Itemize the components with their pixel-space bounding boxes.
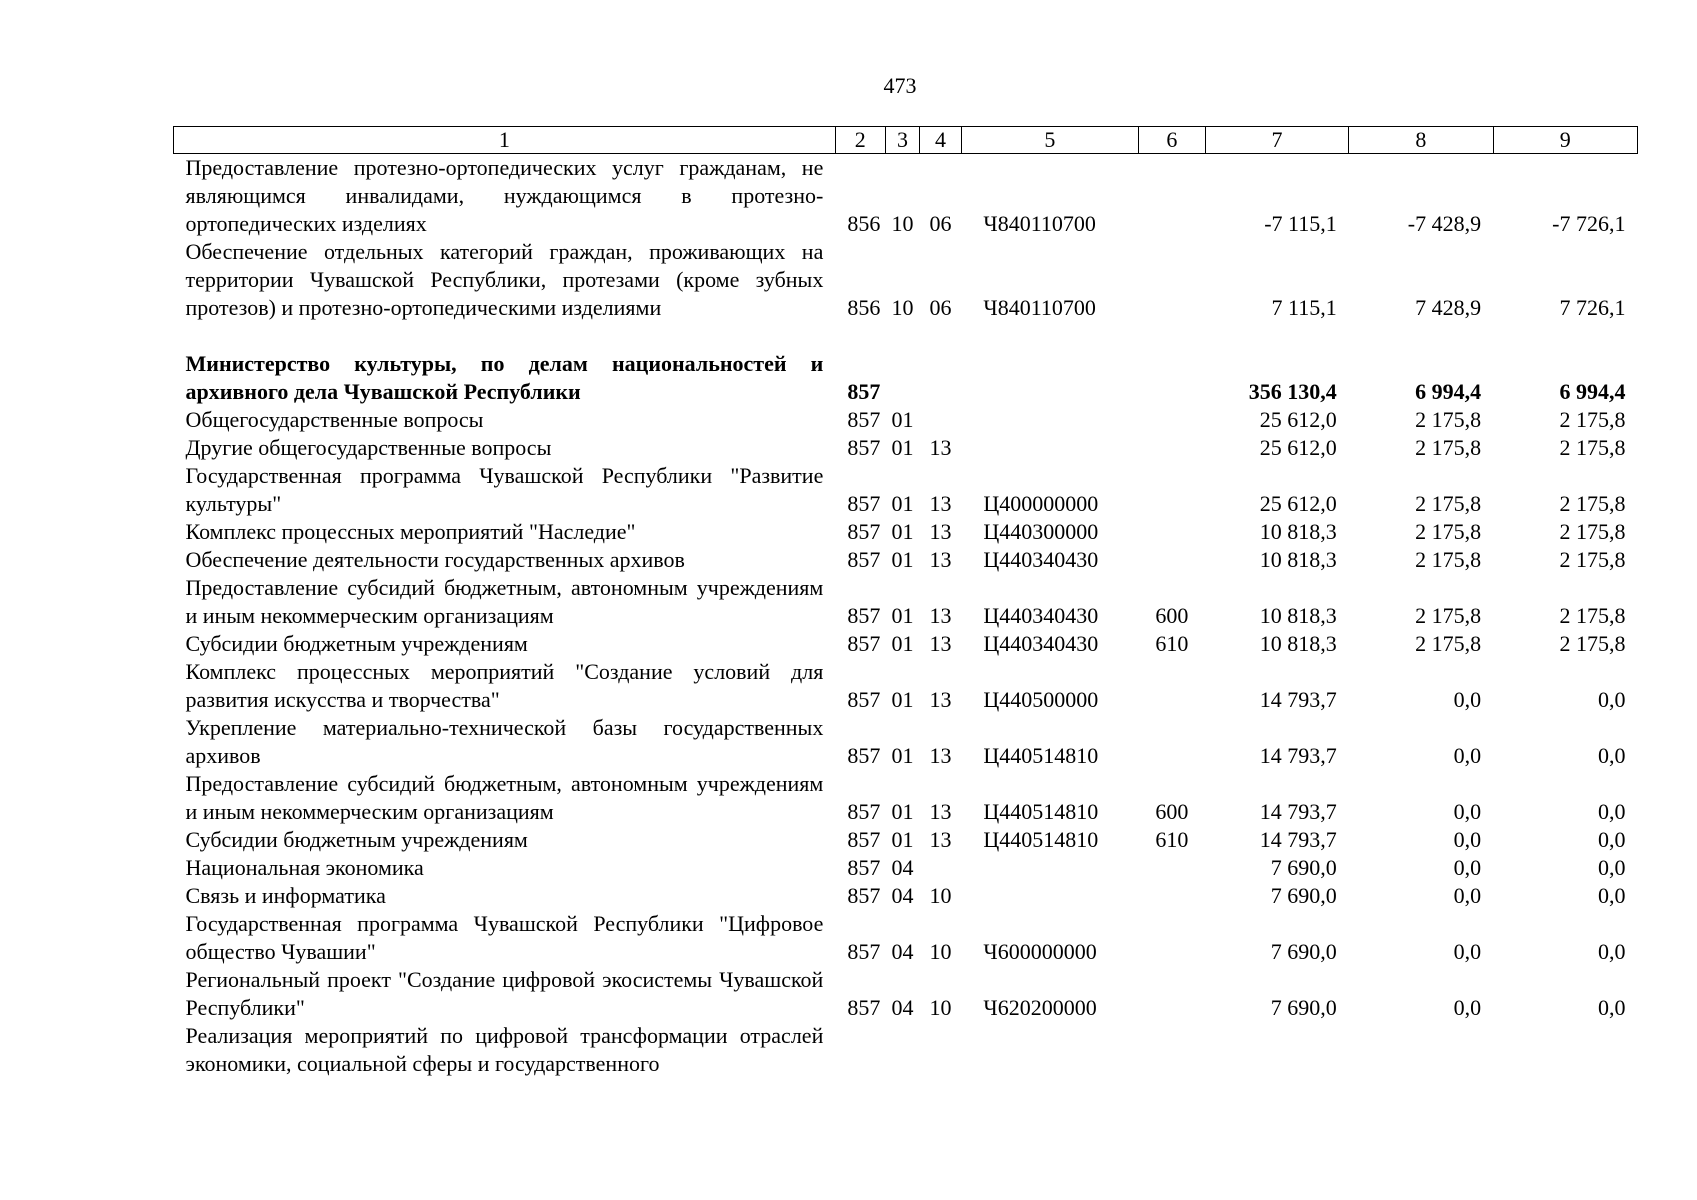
- row-col-3: 01: [891, 407, 914, 432]
- row-col-6: [1138, 1022, 1205, 1078]
- row-name: Субсидии бюджетным учреждениям: [185, 631, 528, 656]
- row-col-7: 14 793,7: [1259, 827, 1337, 852]
- row-name: Комплекс процессных мероприятий "Создание условий для развития искусства и творчества": [185, 659, 824, 712]
- row-col-5: [961, 406, 1138, 434]
- row-col-4: [920, 1022, 962, 1078]
- row-col-6: 610: [1155, 631, 1189, 656]
- row-col-6: [1138, 406, 1205, 434]
- row-col-5: Ч840110700: [983, 295, 1096, 320]
- row-col-9: 2 175,8: [1559, 407, 1626, 432]
- table-row: [174, 462, 1638, 518]
- row-name: Связь и информатика: [185, 883, 386, 908]
- row-col-9: 0,0: [1598, 743, 1626, 768]
- row-col-6: [1138, 854, 1205, 882]
- table-row: [174, 1022, 1638, 1078]
- row-col-8: 2 175,8: [1415, 435, 1482, 460]
- row-name: Субсидии бюджетным учреждениям: [185, 827, 528, 852]
- row-name: Укрепление материально-технической базы государственных архивов: [185, 715, 824, 768]
- row-col-3: 01: [891, 519, 914, 544]
- row-col-5: Ц440514810: [983, 799, 1099, 824]
- row-col-7: 25 612,0: [1259, 435, 1337, 460]
- row-col-9: 6 994,4: [1559, 379, 1626, 404]
- row-name: Национальная экономика: [185, 855, 424, 880]
- header-col-5: 5: [961, 127, 1138, 154]
- row-col-2: 857: [847, 799, 881, 824]
- row-col-9: 0,0: [1598, 939, 1626, 964]
- row-col-5: Ц440340430: [983, 547, 1099, 572]
- row-col-5: [961, 434, 1138, 462]
- row-name: Предоставление субсидий бюджетным, автономным учреждениям и иным некоммерческим организациям: [185, 575, 824, 628]
- row-col-8: 2 175,8: [1415, 519, 1482, 544]
- row-col-2: 857: [847, 547, 881, 572]
- row-col-9: 2 175,8: [1559, 519, 1626, 544]
- row-col-2: 856: [847, 295, 881, 320]
- row-col-9: 7 726,1: [1559, 295, 1626, 320]
- row-col-6: [1138, 966, 1205, 1022]
- row-col-6: [1138, 518, 1205, 546]
- row-col-4: 13: [929, 631, 952, 656]
- row-col-8: 2 175,8: [1415, 603, 1482, 628]
- row-col-3: [885, 1022, 920, 1078]
- row-col-2: 857: [847, 519, 881, 544]
- row-col-2: 857: [847, 603, 881, 628]
- row-name: Реализация мероприятий по цифровой трансформации отраслей экономики, социальной сферы и государственного: [185, 1023, 824, 1076]
- row-col-5: Ц440340430: [983, 603, 1099, 628]
- table-row: [174, 350, 1638, 406]
- row-col-4: 06: [929, 211, 952, 236]
- row-col-7: 10 818,3: [1259, 603, 1337, 628]
- row-col-5: [961, 350, 1138, 406]
- row-col-8: 6 994,4: [1415, 379, 1482, 404]
- row-col-9: [1493, 1022, 1637, 1078]
- row-col-6: [1138, 882, 1205, 910]
- row-col-9: 0,0: [1598, 995, 1626, 1020]
- row-name: Обеспечение отдельных категорий граждан, проживающих на территории Чувашской Республики, протезами (кроме зубных протезов) и протезно-ортопедическими изделиями: [185, 239, 824, 320]
- row-col-2: 857: [847, 379, 881, 404]
- row-col-8: 2 175,8: [1415, 491, 1482, 516]
- table-row: [174, 434, 1638, 462]
- row-col-9: 0,0: [1598, 883, 1626, 908]
- row-col-4: 13: [929, 547, 952, 572]
- table-row: [174, 630, 1638, 658]
- row-col-9: 0,0: [1598, 855, 1626, 880]
- table-row: [174, 854, 1638, 882]
- row-col-2: 857: [847, 407, 881, 432]
- budget-table: [173, 126, 1638, 1078]
- row-col-8: 0,0: [1453, 883, 1482, 908]
- row-col-4: 13: [929, 435, 952, 460]
- table-row: [174, 826, 1638, 854]
- row-col-4: 13: [929, 799, 952, 824]
- row-col-6: [1138, 434, 1205, 462]
- row-col-3: 01: [891, 687, 914, 712]
- row-col-5: Ч600000000: [983, 939, 1097, 964]
- row-name: Другие общегосударственные вопросы: [185, 435, 552, 460]
- spacer-row: [174, 322, 1638, 350]
- row-col-4: 10: [929, 883, 952, 908]
- row-col-8: 0,0: [1453, 939, 1482, 964]
- row-name: Предоставление протезно-ортопедических услуг гражданам, не являющимся инвалидами, нуждающимся в протезно-ортопедических изделиях: [185, 155, 824, 236]
- row-col-2: 857: [847, 939, 881, 964]
- row-col-4: 10: [929, 939, 952, 964]
- header-col-8: 8: [1349, 127, 1493, 154]
- table-row: [174, 658, 1638, 714]
- row-col-5: Ц440300000: [983, 519, 1099, 544]
- row-col-4: [920, 350, 962, 406]
- row-col-3: 10: [891, 211, 914, 236]
- row-col-7: -7 115,1: [1264, 211, 1337, 236]
- table-row: [174, 714, 1638, 770]
- row-col-4: [920, 406, 962, 434]
- row-name: Государственная программа Чувашской Республики "Цифровое общество Чувашии": [185, 911, 824, 964]
- row-col-8: 2 175,8: [1415, 631, 1482, 656]
- row-col-7: 10 818,3: [1259, 519, 1337, 544]
- row-col-3: 04: [891, 995, 914, 1020]
- header-col-4: 4: [920, 127, 962, 154]
- row-col-9: 2 175,8: [1559, 631, 1626, 656]
- row-col-8: 0,0: [1453, 855, 1482, 880]
- row-col-7: 7 690,0: [1270, 995, 1337, 1020]
- row-col-2: 857: [847, 743, 881, 768]
- row-col-9: 2 175,8: [1559, 435, 1626, 460]
- row-col-7: 25 612,0: [1259, 407, 1337, 432]
- row-col-9: 0,0: [1598, 687, 1626, 712]
- row-col-3: 01: [891, 799, 914, 824]
- row-col-2: 857: [847, 995, 881, 1020]
- row-col-3: 01: [891, 603, 914, 628]
- row-col-3: 01: [891, 631, 914, 656]
- row-col-7: 356 130,4: [1248, 379, 1337, 404]
- row-col-9: 2 175,8: [1559, 491, 1626, 516]
- row-col-4: 13: [929, 827, 952, 852]
- row-name: Министерство культуры, по делам национальностей и архивного дела Чувашской Республики: [185, 351, 824, 404]
- row-col-5: Ч620200000: [983, 995, 1097, 1020]
- row-col-4: [920, 854, 962, 882]
- row-col-2: 857: [847, 855, 881, 880]
- row-col-3: 04: [891, 883, 914, 908]
- row-col-4: 10: [929, 995, 952, 1020]
- row-col-8: 0,0: [1453, 827, 1482, 852]
- row-col-7: 14 793,7: [1259, 743, 1337, 768]
- row-col-5: Ч840110700: [983, 211, 1096, 236]
- row-col-7: [1205, 1022, 1348, 1078]
- row-col-6: 600: [1155, 799, 1189, 824]
- row-col-6: [1138, 910, 1205, 966]
- row-col-6: [1138, 154, 1205, 239]
- row-col-4: 06: [929, 295, 952, 320]
- row-col-6: [1138, 238, 1205, 322]
- row-col-6: [1138, 546, 1205, 574]
- row-col-8: 0,0: [1453, 743, 1482, 768]
- row-name: Обеспечение деятельности государственных архивов: [185, 547, 685, 572]
- row-col-7: 10 818,3: [1259, 631, 1337, 656]
- row-col-3: 01: [891, 491, 914, 516]
- row-col-7: 14 793,7: [1259, 799, 1337, 824]
- row-col-6: [1138, 350, 1205, 406]
- row-col-8: 0,0: [1453, 799, 1482, 824]
- row-col-3: 01: [891, 435, 914, 460]
- row-col-7: 14 793,7: [1259, 687, 1337, 712]
- row-name: Общегосударственные вопросы: [185, 407, 484, 432]
- row-col-7: 7 115,1: [1271, 295, 1337, 320]
- row-col-4: 13: [929, 603, 952, 628]
- table-row: [174, 770, 1638, 826]
- row-col-6: 600: [1155, 603, 1189, 628]
- row-col-8: 0,0: [1453, 687, 1482, 712]
- table-row: [174, 966, 1638, 1022]
- table-row: [174, 518, 1638, 546]
- row-col-5: Ц440514810: [983, 743, 1099, 768]
- row-col-2: 857: [847, 883, 881, 908]
- row-col-8: -7 428,9: [1407, 211, 1482, 236]
- header-col-3: 3: [885, 127, 920, 154]
- row-col-8: [1349, 1022, 1493, 1078]
- row-col-4: 13: [929, 519, 952, 544]
- column-number-header: [174, 127, 1638, 154]
- row-col-8: 7 428,9: [1415, 295, 1482, 320]
- row-col-5: Ц400000000: [983, 491, 1099, 516]
- spacer-cell: [174, 322, 1638, 350]
- row-col-5: Ц440340430: [983, 631, 1099, 656]
- row-col-5: Ц440514810: [983, 827, 1099, 852]
- row-col-3: 10: [891, 295, 914, 320]
- row-col-4: 13: [929, 491, 952, 516]
- table-row: [174, 882, 1638, 910]
- row-col-8: 2 175,8: [1415, 547, 1482, 572]
- row-col-9: 2 175,8: [1559, 547, 1626, 572]
- header-col-7: 7: [1205, 127, 1348, 154]
- page-number: 473: [883, 73, 917, 98]
- row-col-5: [961, 1022, 1138, 1078]
- header-col-6: 6: [1138, 127, 1205, 154]
- row-col-2: 857: [847, 827, 881, 852]
- row-col-9: 0,0: [1598, 827, 1626, 852]
- row-col-2: 857: [847, 491, 881, 516]
- row-col-8: 2 175,8: [1415, 407, 1482, 432]
- row-col-2: [835, 1022, 885, 1078]
- row-col-2: 857: [847, 631, 881, 656]
- row-col-7: 10 818,3: [1259, 547, 1337, 572]
- row-col-8: 0,0: [1453, 995, 1482, 1020]
- row-col-3: 04: [891, 855, 914, 880]
- table-row: [174, 238, 1638, 322]
- table-row: [174, 154, 1638, 239]
- header-col-9: 9: [1493, 127, 1637, 154]
- row-col-5: Ц440500000: [983, 687, 1099, 712]
- header-col-2: 2: [835, 127, 885, 154]
- row-col-3: [885, 350, 920, 406]
- row-col-7: 7 690,0: [1270, 883, 1337, 908]
- row-name: Государственная программа Чувашской Республики "Развитие культуры": [185, 463, 824, 516]
- row-col-3: 01: [891, 743, 914, 768]
- table-row: [174, 910, 1638, 966]
- row-col-9: -7 726,1: [1552, 211, 1626, 236]
- row-col-5: [961, 882, 1138, 910]
- row-name: Предоставление субсидий бюджетным, автономным учреждениям и иным некоммерческим организациям: [185, 771, 824, 824]
- row-col-6: [1138, 462, 1205, 518]
- row-col-7: 25 612,0: [1259, 491, 1337, 516]
- row-col-6: [1138, 714, 1205, 770]
- table-row: [174, 546, 1638, 574]
- row-col-5: [961, 854, 1138, 882]
- row-col-4: 13: [929, 743, 952, 768]
- row-col-9: 0,0: [1598, 799, 1626, 824]
- row-name: Комплекс процессных мероприятий "Наследие": [185, 519, 636, 544]
- row-col-7: 7 690,0: [1270, 939, 1337, 964]
- row-col-9: 2 175,8: [1559, 603, 1626, 628]
- row-col-6: 610: [1155, 827, 1189, 852]
- header-col-1: 1: [174, 127, 836, 154]
- table-row: [174, 574, 1638, 630]
- row-col-7: 7 690,0: [1270, 855, 1337, 880]
- table-row: [174, 406, 1638, 434]
- row-col-3: 01: [891, 547, 914, 572]
- row-col-3: 01: [891, 827, 914, 852]
- row-col-4: 13: [929, 687, 952, 712]
- row-col-3: 04: [891, 939, 914, 964]
- row-col-2: 857: [847, 435, 881, 460]
- row-col-2: 857: [847, 687, 881, 712]
- row-name: Региональный проект "Создание цифровой экосистемы Чувашской Республики": [185, 967, 824, 1020]
- row-col-2: 856: [847, 211, 881, 236]
- row-col-6: [1138, 658, 1205, 714]
